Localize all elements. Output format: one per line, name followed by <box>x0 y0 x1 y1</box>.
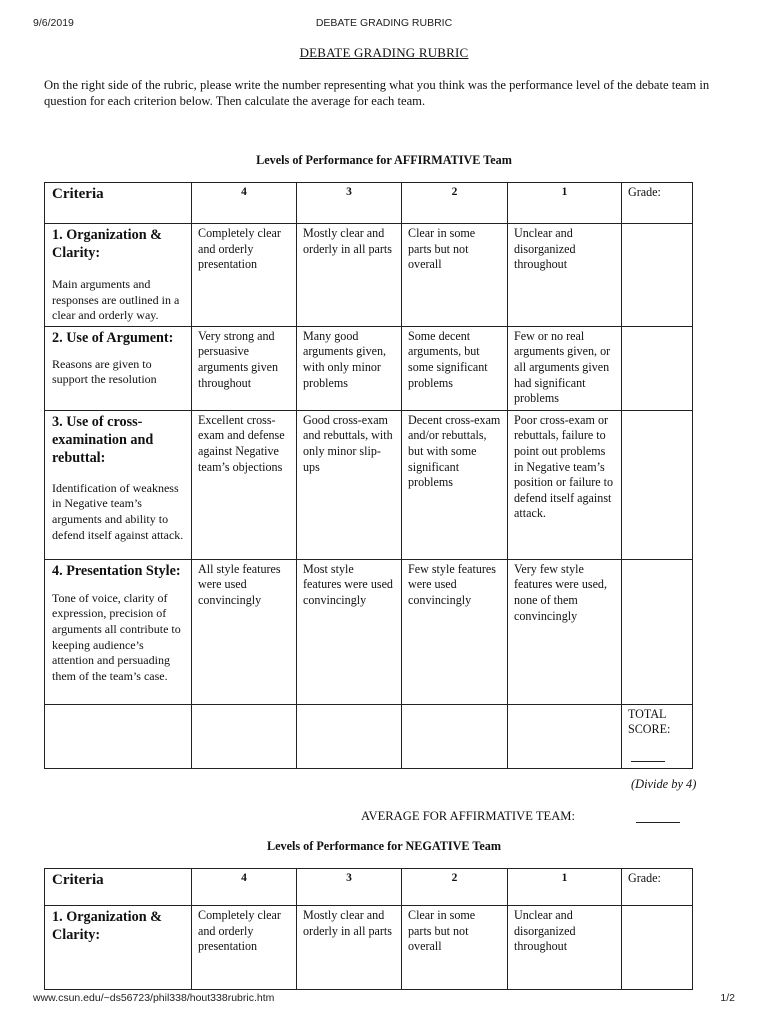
negative-rubric-table <box>44 868 693 990</box>
criterion-cell <box>45 224 192 327</box>
affirmative-rubric-table <box>44 182 693 769</box>
grade-header: Grade: <box>622 183 693 224</box>
level-2-descriptor: Clear in some parts but not overall <box>402 224 508 327</box>
level-1-header: 1 <box>508 869 622 906</box>
document-title: DEBATE GRADING RUBRIC <box>299 45 469 60</box>
divide-note: (Divide by 4) <box>631 777 697 791</box>
print-footer <box>33 992 735 1006</box>
empty-cell <box>45 704 192 768</box>
criterion-cell <box>45 410 192 559</box>
average-affirmative-blank[interactable] <box>636 822 680 823</box>
level-2-header: 2 <box>402 869 508 906</box>
level-3-header: 3 <box>297 869 402 906</box>
level-4-descriptor: Excellent cross-exam and defense against Negative team’s objections <box>192 410 297 559</box>
criteria-header: Criteria <box>45 869 192 906</box>
total-score-blank[interactable] <box>631 761 665 762</box>
level-3-descriptor: Good cross-exam and rebuttals, with only minor slip-ups <box>297 410 402 559</box>
criterion-row-organization <box>45 224 693 327</box>
level-3-descriptor: Mostly clear and orderly in all parts <box>297 906 402 990</box>
print-title: DEBATE GRADING RUBRIC <box>315 17 453 29</box>
level-4-header: 4 <box>192 869 297 906</box>
total-row <box>45 704 693 768</box>
level-1-descriptor: Few or no real arguments given, or all arguments given had significant problems <box>508 326 622 410</box>
intro-paragraph: On the right side of the rubric, please write the number representing what you think was the performance level of the debate team in question for each criterion below. Then calculate the average for each team. <box>44 78 710 108</box>
affirmative-heading: Levels of Performance for AFFIRMATIVE Team <box>256 153 512 167</box>
level-4-descriptor: Very strong and persuasive arguments given throughout <box>192 326 297 410</box>
empty-cell <box>402 704 508 768</box>
grade-cell[interactable] <box>622 559 693 704</box>
page-url: www.csun.edu/~ds56723/phil338/hout338rubric.htm <box>33 992 275 1004</box>
grade-cell[interactable] <box>622 410 693 559</box>
criterion-description: Tone of voice, clarity of expression, precision of arguments all contribute to keeping audience’s attention and persuading them of the team’s case. <box>52 590 181 683</box>
criterion-description: Main arguments and responses are outlined in a clear and orderly way. <box>52 277 180 323</box>
criterion-title: 1. Organization & Clarity: <box>52 909 162 943</box>
level-3-descriptor: Mostly clear and orderly in all parts <box>297 224 402 327</box>
total-score-label: TOTAL SCORE: <box>628 706 671 737</box>
print-date: 9/6/2019 <box>33 17 74 29</box>
criterion-description: Reasons are given to support the resolution <box>52 356 157 387</box>
level-3-descriptor: Most style features were used convincingly <box>297 559 402 704</box>
criterion-cell <box>45 559 192 704</box>
criterion-row-organization <box>45 906 693 990</box>
level-4-descriptor: Completely clear and orderly presentation <box>192 906 297 990</box>
criteria-header: Criteria <box>45 183 192 224</box>
print-header <box>33 17 735 31</box>
level-2-descriptor: Few style features were used convincingly <box>402 559 508 704</box>
empty-cell <box>192 704 297 768</box>
grade-cell[interactable] <box>622 906 693 990</box>
level-2-descriptor: Decent cross-exam and/or rebuttals, but with some significant problems <box>402 410 508 559</box>
level-4-header: 4 <box>192 183 297 224</box>
criterion-row-cross-examination <box>45 410 693 559</box>
criterion-title: 3. Use of cross-examination and rebuttal: <box>52 413 154 466</box>
header-row <box>45 183 693 224</box>
criterion-title: 1. Organization & Clarity: <box>52 227 162 261</box>
page-number: 1/2 <box>720 992 735 1004</box>
level-2-header: 2 <box>402 183 508 224</box>
level-1-descriptor: Unclear and disorganized throughout <box>508 224 622 327</box>
criterion-cell <box>45 326 192 410</box>
level-1-descriptor: Unclear and disorganized throughout <box>508 906 622 990</box>
level-1-header: 1 <box>508 183 622 224</box>
header-row <box>45 869 693 906</box>
grade-cell[interactable] <box>622 224 693 327</box>
average-affirmative-label: AVERAGE FOR AFFIRMATIVE TEAM: <box>361 809 576 823</box>
empty-cell <box>297 704 402 768</box>
criterion-row-presentation <box>45 559 693 704</box>
criterion-title: 4. Presentation Style: <box>52 562 181 579</box>
level-4-descriptor: All style features were used convincingly <box>192 559 297 704</box>
criterion-row-argument <box>45 326 693 410</box>
criterion-title: 2. Use of Argument: <box>52 329 174 346</box>
level-1-descriptor: Poor cross-exam or rebuttals, failure to point out problems in Negative team’s position or failure to defend itself against attack. <box>508 410 622 559</box>
level-3-header: 3 <box>297 183 402 224</box>
total-score-cell[interactable] <box>622 704 693 768</box>
level-2-descriptor: Some decent arguments, but some significant problems <box>402 326 508 410</box>
grade-header: Grade: <box>622 869 693 906</box>
level-1-descriptor: Very few style features were used, none of them convincingly <box>508 559 622 704</box>
grade-cell[interactable] <box>622 326 693 410</box>
criterion-cell <box>45 906 192 990</box>
negative-heading: Levels of Performance for NEGATIVE Team <box>266 839 502 853</box>
level-4-descriptor: Completely clear and orderly presentation <box>192 224 297 327</box>
empty-cell <box>508 704 622 768</box>
criterion-description: Identification of weakness in Negative team’s arguments and ability to defend itself against attack. <box>52 480 184 542</box>
level-2-descriptor: Clear in some parts but not overall <box>402 906 508 990</box>
level-3-descriptor: Many good arguments given, with only minor problems <box>297 326 402 410</box>
